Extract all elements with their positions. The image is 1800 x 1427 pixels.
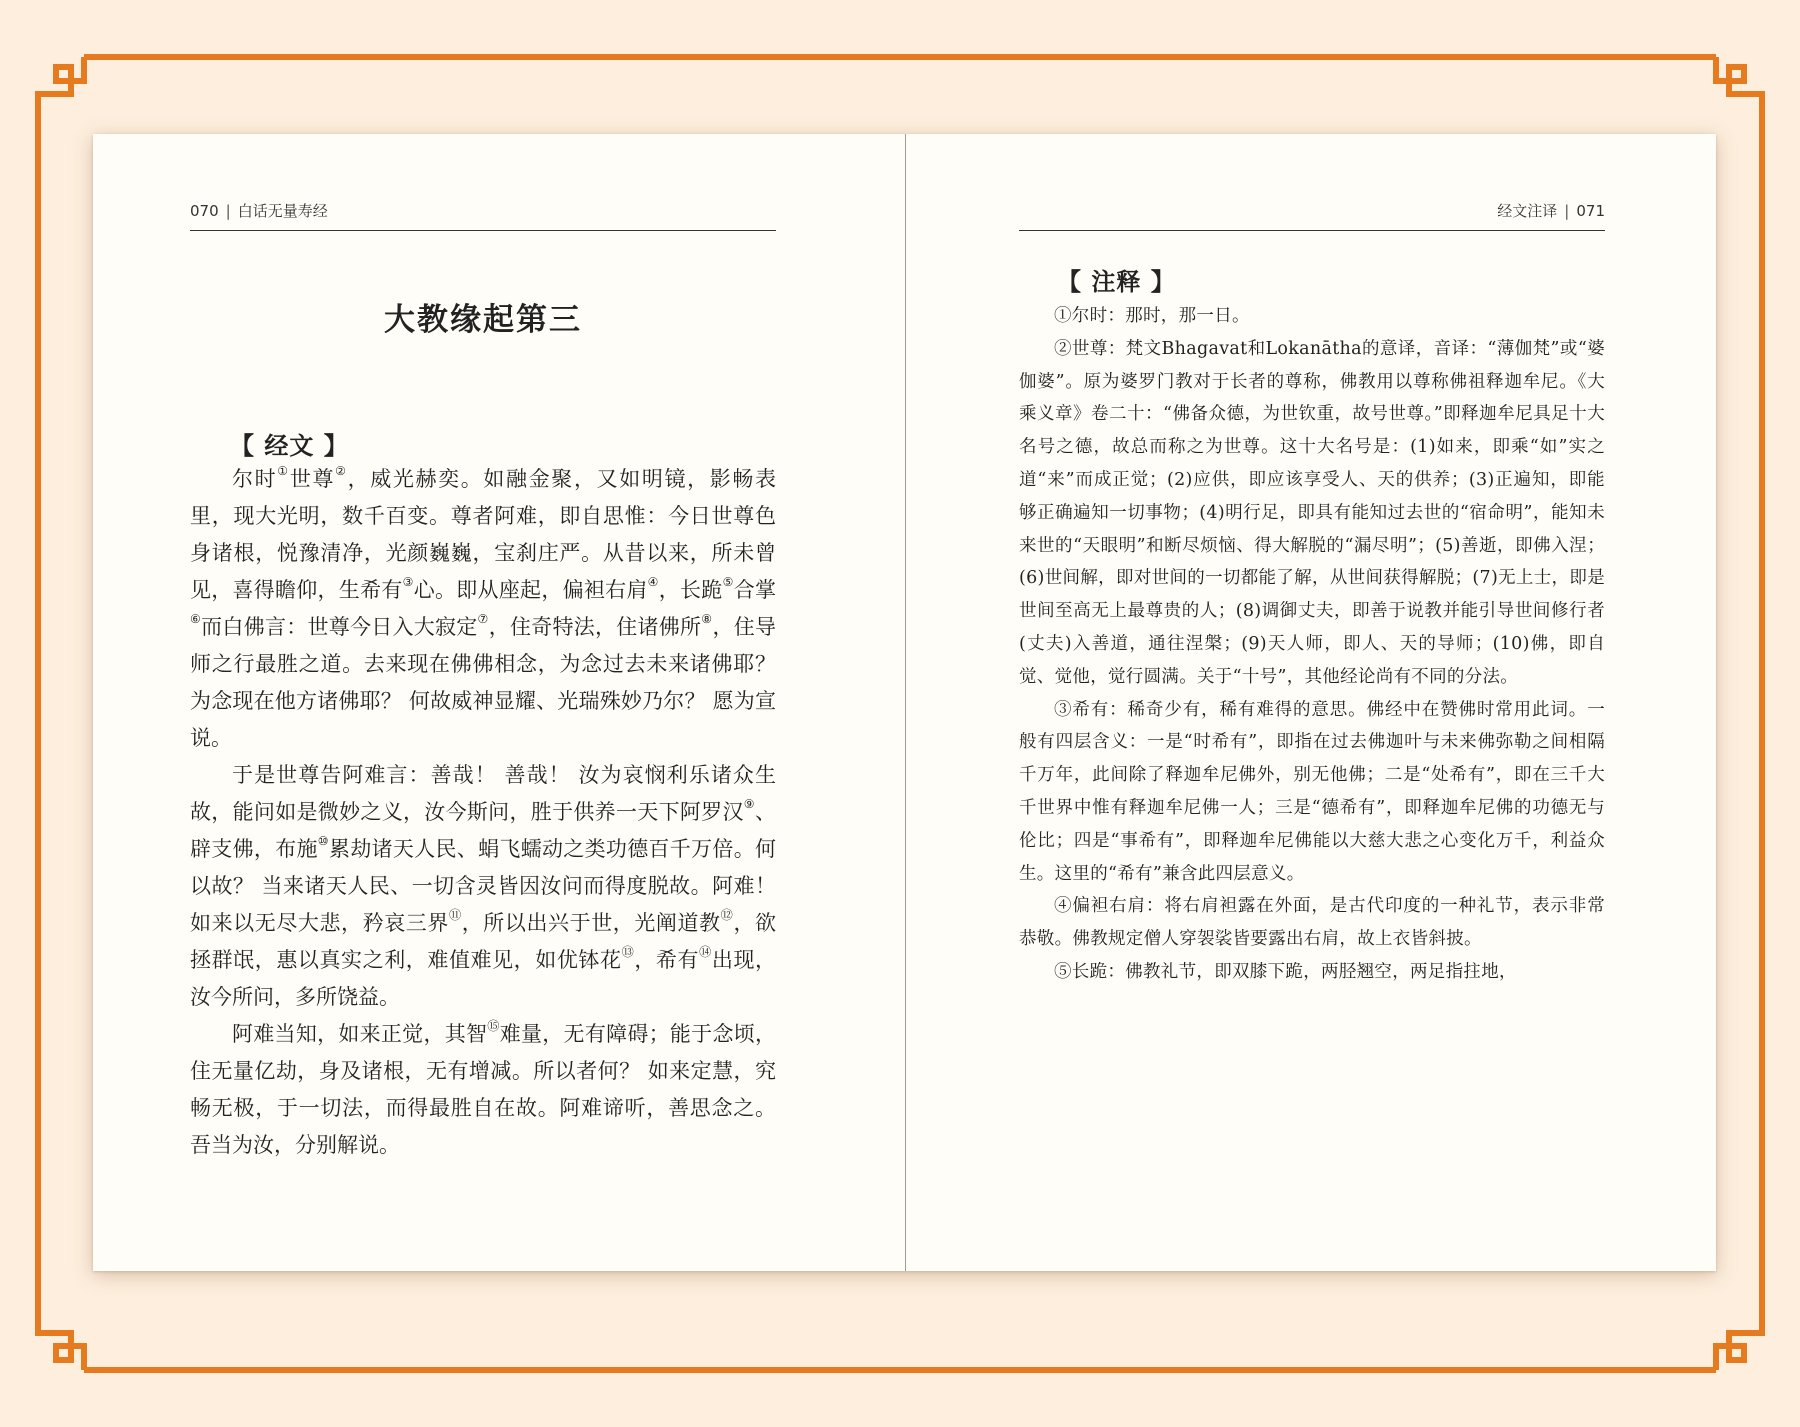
scripture-text: [190, 461, 776, 1164]
footnote-marker: ③: [402, 575, 414, 590]
frame-corner-ornament: [38, 57, 84, 103]
text-run: ，住导师之行最胜之道。去来现在佛佛相念，为念过去未来诸佛耶？ 为念现在他方诸佛耶？ 何故威神显耀、光瑞殊妙乃尔？ 愿为宣说。: [190, 615, 776, 750]
paragraph: [1019, 890, 1605, 956]
text-run: ①尔时：那时，那一日。: [1054, 306, 1250, 326]
footnote-marker: ⑧: [701, 612, 713, 627]
right-page: [906, 134, 1716, 1271]
chapter-title: 大教缘起第三: [384, 302, 582, 338]
text-run: 尔时: [232, 467, 278, 491]
section-heading-notes: 【 注释 】: [1057, 268, 1176, 296]
paragraph: [1019, 956, 1605, 989]
text-run: ④偏袒右肩：将右肩袒露在外面，是古代印度的一种礼节，表示非常恭敬。佛教规定僧人穿袈裟皆要露出右肩，故上衣皆斜披。: [1019, 896, 1605, 950]
footnote-marker: ②: [335, 464, 348, 479]
text-run: ，所以出兴于世，光阐道教: [461, 911, 721, 935]
text-run: 而白佛言：世尊今日入大寂定: [201, 615, 478, 639]
footnote-marker: ⑭: [699, 945, 712, 960]
footnote-marker: ⑬: [621, 945, 635, 960]
frame-corner-ornament: [1716, 1324, 1762, 1370]
section-title: 经文注译: [1497, 202, 1558, 220]
text-run: ，长跪: [658, 578, 723, 602]
text-run: 阿难当知，如来正觉，其智: [232, 1022, 488, 1046]
text-run: 于是世尊告阿难言：善哉！ 善哉！ 汝为哀悯利乐诸众生故，能问如是微妙之义，汝今斯问，胜于供养一天下阿罗汉: [190, 763, 776, 824]
book-spread: [93, 134, 1716, 1271]
header-separator: |: [225, 202, 231, 220]
paragraph: [1019, 300, 1605, 333]
frame-corner-ornament: [1716, 57, 1762, 103]
annotation-text: [1019, 300, 1605, 989]
footnote-marker: ⑦: [477, 612, 489, 627]
left-page: [93, 134, 904, 1271]
text-run: ②世尊：梵文Bhagavat和Lokanātha的意译，音译：“薄伽梵”或“婆伽婆”。原为婆罗门教对于长者的尊称，佛教用以尊称佛祖释迦牟尼。《大乘义章》卷二十：“佛备众德，为世钦重，故号世尊。”即释迦牟尼具足十大名号之德，故总而称之为世尊。这十大名号是：(1)如来，即乘“如”实之道“来”而成正觉；(2)应供，即应该享受人、天的供养；(3)正遍知，即能够正确遍知一切事物；(4)明行足，即具有能知过去世的“宿命明”，能知未来世的“天眼明”和断尽烦恼、得大解脱的“漏尽明”；(5)善逝，即佛入涅；(6)世间解，即对世间的一切都能了解，从世间获得解脱；(7)无上士，即是世间至高无上最尊贵的人；(8)调御丈夫，即善于说教并能引导世间修行者(丈夫)入善道，通往涅槃；(9)天人师，即人、天的导师；(10)佛，即自觉、觉他，觉行圆满。关于“十号”，其他经论尚有不同的分法。: [1019, 338, 1605, 687]
page-number: 071: [1576, 202, 1605, 220]
page-number: 070: [190, 202, 219, 220]
text-run: ，住奇特法，住诸佛所: [488, 615, 702, 639]
text-run: ，希有: [634, 948, 700, 972]
text-run: 合掌: [733, 578, 776, 602]
frame-corner-ornament: [38, 1324, 84, 1370]
footnote-marker: ⑤: [722, 575, 734, 590]
paragraph: [1019, 333, 1605, 694]
page-header: [190, 200, 776, 231]
footnote-marker: ⑫: [720, 908, 734, 923]
text-run: 难量，无有障碍；能于念顷，住无量亿劫，身及诸根，无有增减。所以者何？ 如来定慧，究畅无极，于一切法，而得最胜自在故。阿难谛听，善思念之。吾当为汝，分别解说。: [190, 1022, 777, 1157]
footnote-marker: ⑪: [448, 908, 462, 923]
page-header: [1019, 200, 1605, 231]
text-run: ，威光赫奕。如融金聚，又如明镜，影畅表里，现大光明，数千百变。尊者阿难，即自思惟：今日世尊色身诸根，悦豫清净，光颜巍巍，宝刹庄严。从昔以来，所未曾见，喜得瞻仰，生希有: [190, 467, 776, 602]
text-run: 世尊: [289, 467, 336, 491]
footnote-marker: ⑥: [190, 612, 202, 627]
text-run: ，欲拯群氓，惠以真实之利，难值难见，如优钵花: [190, 911, 777, 972]
footnote-marker: ①: [277, 464, 290, 479]
paragraph: [1019, 694, 1605, 891]
book-title: 白话无量寿经: [237, 202, 328, 220]
paragraph: [190, 757, 776, 1016]
paragraph: [190, 1016, 776, 1164]
text-run: 心。即从座起，偏袒右肩: [413, 578, 648, 602]
text-run: 、辟支佛，布施: [190, 800, 776, 861]
text-run: 累劫诸天人民、蜎飞蠕动之类功德百千万倍。何以故？ 当来诸天人民、一切含灵皆因汝问而得度脱故。阿难！ 如来以无尽大悲，矜哀三界: [190, 837, 776, 935]
footnote-marker: ⑮: [487, 1019, 500, 1034]
footnote-marker: ④: [647, 575, 659, 590]
text-run: ③希有：稀奇少有，稀有难得的意思。佛经中在赞佛时常用此词。一般有四层含义：一是“时希有”，即指在过去佛迦叶与未来佛弥勒之间相隔千万年，此间除了释迦牟尼佛外，别无他佛；二是“处希有”，即在三千大千世界中惟有释迦牟尼佛一人；三是“德希有”，即释迦牟尼佛的功德无与伦比；四是“事希有”，即释迦牟尼佛能以大慈大悲之心变化万千，利益众生。这里的“希有”兼含此四层意义。: [1019, 699, 1605, 884]
text-run: 出现，汝今所问，多所饶益。: [190, 948, 777, 1009]
footnote-marker: ⑨: [743, 797, 755, 812]
header-separator: |: [1564, 202, 1570, 220]
section-heading-scripture: 【 经文 】: [230, 432, 349, 460]
text-run: ⑤长跪：佛教礼节，即双膝下跪，两胫翘空，两足指拄地，: [1054, 961, 1517, 982]
paragraph: [190, 461, 776, 757]
footnote-marker: ⑩: [317, 834, 330, 849]
